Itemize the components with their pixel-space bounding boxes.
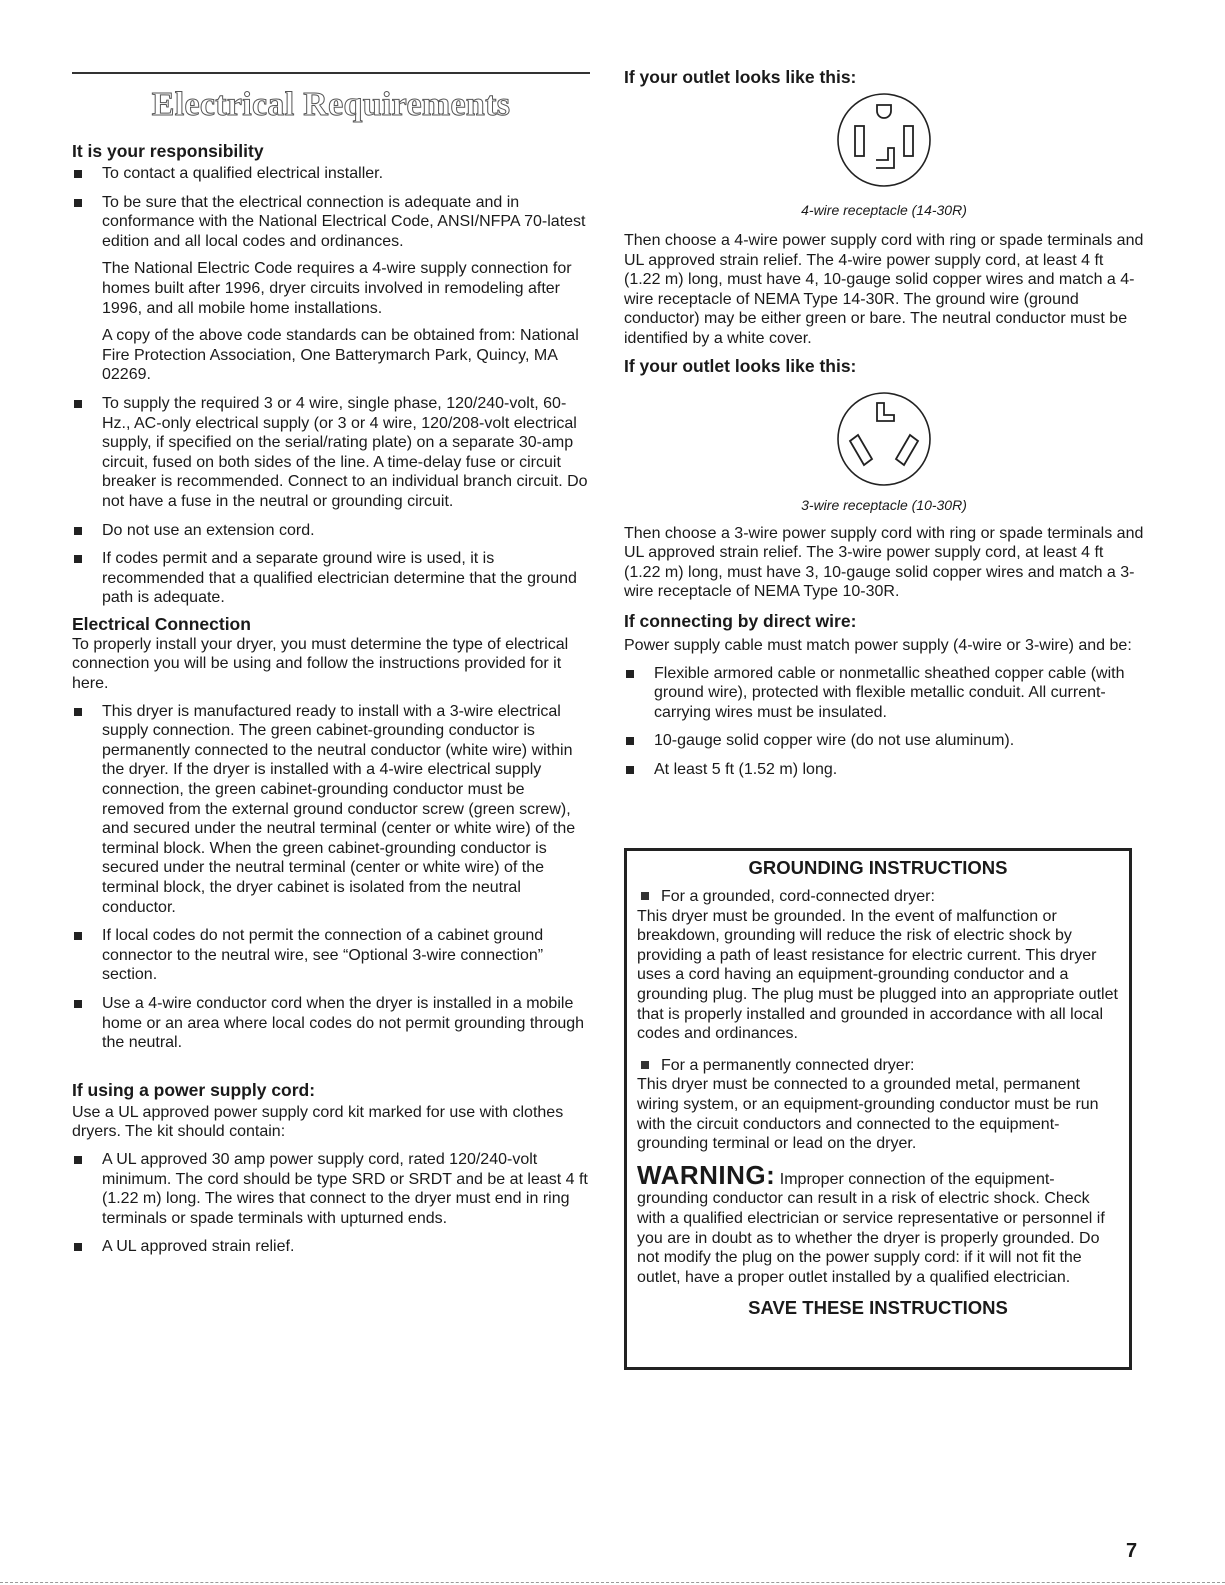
bullet-square-icon <box>641 892 649 900</box>
list-item-text: To be sure that the electrical connection is adequate and in conformance with the National Electrical Code, ANSI/NFPA 70-latest edition and all local codes and ordinances. <box>102 193 586 250</box>
receptacle-3wire-figure <box>624 387 1144 496</box>
list-item: A UL approved strain relief. <box>72 1237 590 1257</box>
direct-wire-list <box>624 664 1144 780</box>
save-instructions: SAVE THESE INSTRUCTIONS <box>748 1297 1008 1319</box>
list-item: At least 5 ft (1.52 m) long. <box>624 760 1144 780</box>
list-item: Flexible armored cable or nonmetallic sheathed copper cable (with ground wire), protected with flexible metallic conduit. All current-carrying wires must be insulated. <box>624 664 1144 723</box>
list-item: To supply the required 3 or 4 wire, single phase, 120/240-volt, 60-Hz., AC-only electrical supply (or 3 or 4 wire, 120/208-volt electrical supply, if specified on the serial/rating plate) on a separate 30-amp circuit, fused on both sides of the line. A time-delay fuse or circuit breaker is recommended. Connect to an individual branch circuit. Do not have a fuse in the neutral or grounding circuit. <box>72 394 590 512</box>
receptacle-3wire-icon <box>834 387 934 491</box>
page-number: 7 <box>1126 1540 1138 1562</box>
list-item: To contact a qualified electrical installer. <box>72 164 590 184</box>
right-column <box>624 0 1144 789</box>
power-cord-heading: If using a power supply cord: <box>72 1079 316 1100</box>
bullet-square-icon <box>641 1061 649 1069</box>
electrical-connection-intro: To properly install your dryer, you must determine the type of electrical connection you will be using and follow the instructions provided for it here. <box>72 635 569 693</box>
electrical-connection-heading: Electrical Connection <box>72 613 251 634</box>
list-item: 10-gauge solid copper wire (do not use aluminum). <box>624 731 1144 751</box>
grounding-subheading-text: For a grounded, cord-connected dryer: <box>661 888 935 905</box>
grounding-subheading-cord <box>637 887 1119 907</box>
grounding-instructions-box <box>624 848 1132 1370</box>
bottom-border <box>0 1582 1225 1583</box>
receptacle-4wire-caption: 4-wire receptacle (14-30R) <box>801 202 967 218</box>
responsibility-heading: It is your responsibility <box>72 141 264 161</box>
cord-kit-list <box>72 1150 590 1257</box>
list-item: If local codes do not permit the connection of a cabinet ground connector to the neutral wire, see “Optional 3-wire connection” section. <box>72 926 590 985</box>
page-title: Electrical Requirements <box>151 86 511 123</box>
list-item: A UL approved 30 amp power supply cord, rated 120/240-volt minimum. The cord should be type SRD or SRDT and be at least 4 ft (1.22 m) long. The wires that connect to the dryer must end in ring terminals or spade terminals with upturned ends. <box>72 1150 590 1228</box>
list-item: Do not use an extension cord. <box>72 521 590 541</box>
direct-wire-heading: If connecting by direct wire: <box>624 610 857 631</box>
power-cord-intro: Use a UL approved power supply cord kit marked for use with clothes dryers. The kit should contain: <box>72 1103 564 1141</box>
grounding-subheading-text: For a permanently connected dryer: <box>661 1056 915 1074</box>
warning-paragraph <box>637 1159 1119 1288</box>
list-item <box>72 193 590 385</box>
connection-list <box>72 702 590 1053</box>
outlet-heading-3wire: If your outlet looks like this: <box>624 355 857 376</box>
receptacle-4wire-icon <box>834 88 934 192</box>
list-item: This dryer is manufactured ready to install with a 3-wire electrical supply connection. The green cabinet-grounding conductor is permanently connected to the neutral conductor (white wire) within the dryer. If the dryer is installed with a 4-wire electrical supply connection, the green cabinet-grounding conductor must be removed from the external ground conductor screw (green screw), and secured under the neutral terminal (center or white wire) of the terminal block. When the green cabinet-grounding conductor is secured under the neutral terminal (center or white wire) of the terminal block, the dryer cabinet is isolated from the neutral conductor. <box>72 702 590 918</box>
warning-label: WARNING: <box>637 1159 776 1190</box>
left-column <box>72 0 590 1266</box>
responsibility-list <box>72 164 590 608</box>
list-item-paragraph: The National Electric Code requires a 4-wire supply connection for homes built after 1996, dryer circuits involved in remodeling after 1996, and all mobile home installations. <box>102 260 572 317</box>
grounding-heading: GROUNDING INSTRUCTIONS <box>748 857 1008 878</box>
grounding-subheading-permanent <box>637 1056 1119 1076</box>
receptacle-3wire-text: Then choose a 3-wire power supply cord with ring or spade terminals and UL approved strain relief. The 3-wire power supply cord, at least 4 ft (1.22 m) long, must have 3, 10-gauge solid copper wires and match a 3-wire receptacle of NEMA Type 10-30R. <box>624 524 1144 601</box>
receptacle-4wire-text: Then choose a 4-wire power supply cord with ring or spade terminals and UL approved strain relief. The 4-wire power supply cord, at least 4 ft (1.22 m) long, must have 4, 10-gauge solid copper wires and match a 4-wire receptacle of NEMA Type 14-30R. The ground wire (ground conductor) may be either green or bare. The neutral conductor must be identified by a white cover. <box>624 232 1144 347</box>
list-item: If codes permit and a separate ground wire is used, it is recommended that a qualified electrician determine that the ground path is adequate. <box>72 549 590 608</box>
grounding-cord-text: This dryer must be grounded. In the event of malfunction or breakdown, grounding will reduce the risk of electric shock by providing a path of least resistance for electric current. This dryer uses a cord having an equipment-grounding conductor and a grounding plug. The plug must be plugged into an appropriate outlet that is properly installed and grounded in accordance with all local codes and ordinances. <box>637 907 1118 1043</box>
receptacle-4wire-figure <box>624 88 1144 197</box>
list-item-paragraph: A copy of the above code standards can be obtained from: National Fire Protection Association, One Batterymarch Park, Quincy, MA 02269. <box>102 327 579 384</box>
list-item: Use a 4-wire conductor cord when the dryer is installed in a mobile home or an area where local codes do not permit grounding through the neutral. <box>72 994 590 1053</box>
grounding-permanent-text: This dryer must be connected to a grounded metal, permanent wiring system, or an equipment-grounding conductor must be run with the circuit conductors and connected to the equipment-grounding terminal or lead on the dryer. <box>637 1076 1099 1153</box>
outlet-heading-4wire: If your outlet looks like this: <box>624 67 857 87</box>
warning-text: Improper connection of the equipment-grounding conductor can result in a risk of electric shock. Check with a qualified electrician or service representative or personnel if you are in doubt as to whether the dryer is properly grounded. Do not modify the plug on the power supply cord: if it will not fit the outlet, have a proper outlet installed by a qualified electrician. <box>637 1170 1105 1286</box>
receptacle-3wire-caption: 3-wire receptacle (10-30R) <box>801 496 967 513</box>
direct-wire-intro: Power supply cable must match power supply (4-wire or 3-wire) and be: <box>624 636 1132 654</box>
